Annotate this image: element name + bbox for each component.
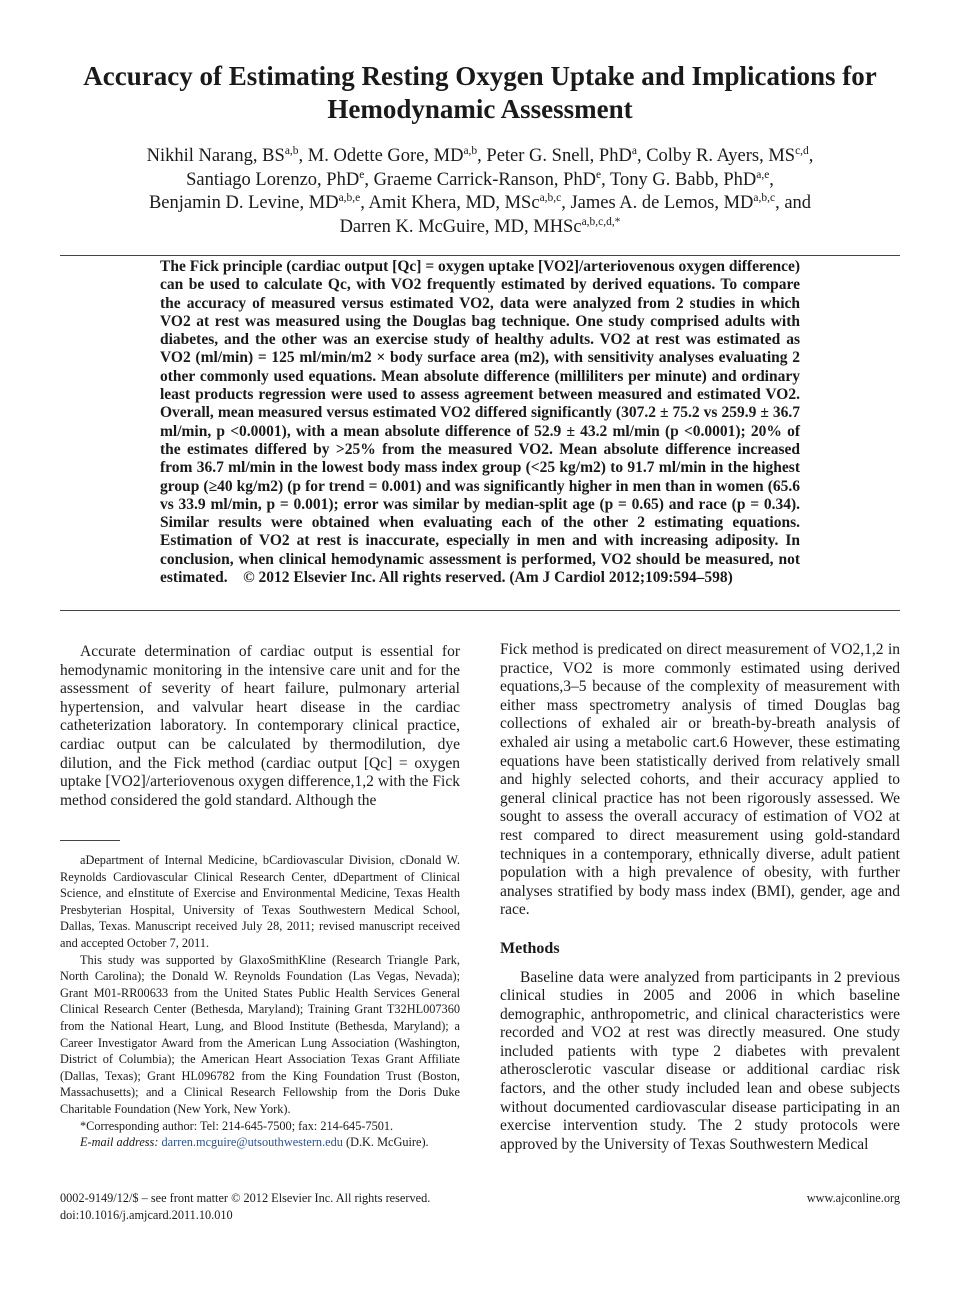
left-column: [60, 643, 460, 810]
abstract-text: The Fick principle (cardiac output [Qc] = oxygen uptake [VO2]/arteriovenous oxygen difference) can be used to calculate Qc, with VO2 frequently estimated by derived equations. To compare the accuracy of measured versus estimated VO2, data were analyzed from 2 studies in which VO2 at rest was measured using the Douglas bag technique. One study comprised adults with diabetes, and the other was an exercise study of healthy adults. VO2 at rest was estimated as VO2 (ml/min) = 125 ml/min/m2 × body surface area (m2), with sensitivity analyses evaluating 2 other commonly used equations. Mean absolute difference (milliliters per minute) and ordinary least products regression were used to assess agreement between measured and estimated VO2. Overall, mean measured versus estimated VO2 differed significantly (307.2 ± 75.2 vs 259.9 ± 36.7 ml/min, p <0.0001), with a mean absolute difference of 52.9 ± 43.2 ml/min (p <0.0001); 20% of the estimates differed by >25% from the measured VO2. Mean absolute difference increased from 36.7 ml/min in the lowest body mass index group (<25 kg/m2) to 91.7 ml/min in the highest group (≥40 kg/m2) (p for trend = 0.001) and was significantly higher in men than in women (65.6 vs 33.9 ml/min, p = 0.001); error was similar by median-split age (p = 0.65) and race (p = 0.34). Similar results were obtained when evaluating each of the other 2 estimating equations. Estimation of VO2 at rest is inaccurate, especially in men and with increasing adiposity. In conclusion, when clinical hemodynamic assessment is performed, VO2 should be measured, not estimated.: [160, 258, 800, 587]
right-column: [500, 641, 900, 1154]
email-suffix: (D.K. McGuire).: [345, 1135, 429, 1150]
intro-continued: [500, 641, 900, 920]
author: Santiago Lorenzo, PhD: [186, 169, 360, 190]
author: Graeme Carrick-Ranson, PhD: [373, 169, 597, 190]
author-affiliation: a,b,c,d,*: [581, 215, 621, 228]
author-affiliation: e: [359, 168, 365, 181]
issn-line: 0002-9149/12/$ – see front matter © 2012 Elsevier Inc. All rights reserved.: [60, 1191, 431, 1205]
intro-left-text: Accurate determination of cardiac output is essential for hemodynamic monitoring in the intensive care unit and for the assessment of severity of heart failure, pulmonary arterial hypertension, and valvular heart disease in the cardiac catheterization laboratory. In contemporary clinical practice, cardiac output can be calculated by thermodilution, dye dilution, and the Fick method (cardiac output [Qc] = oxygen uptake [VO2]/arteriovenous oxygen difference,1,2 with the Fick method considered the gold standard. Although the: [60, 643, 460, 809]
author: Benjamin D. Levine, MD: [148, 193, 339, 213]
methods-paragraph: Baseline data were analyzed from participants in 2 previous clinical studies in 2005 and 2006 in which baseline demographic, anthropometric, and clinical characteristics were recorded and VO2 at rest was directly measured. One study included patients with type 2 diabetes with prevalent atherosclerotic vascular disease or additional cardiac risk factors, and the other study included lean and obese subjects without documented cardiovascular disease participating in an exercise intervention study. The 2 study protocols were approved by the University of Texas Southwestern Medical: [500, 968, 900, 1153]
author: Peter G. Snell, PhD: [486, 146, 632, 166]
author-affiliation: a,b: [284, 144, 299, 157]
author: Colby R. Ayers, MS: [646, 146, 796, 166]
author: Tony G. Babb, PhD: [610, 169, 757, 190]
methods-heading: Methods: [500, 939, 560, 957]
author-affiliation: a,b,c: [753, 191, 776, 204]
journal-footer-left: [60, 1190, 430, 1223]
funding-note: This study was supported by GlaxoSmithKline (Research Triangle Park, North Carolina); the Donald W. Reynolds Foundation (Las Vegas, Nevada); Grant M01-RR00633 from the United States Public Health Services General Clinical Research Center (Bethesda, Maryland); Training Grant T32HL007360 from the National Heart, Lung, and Blood Institute (Bethesda, Maryland); a Career Investigator Award from the American Lung Association (Washington, District of Columbia); the American Heart Association Texas Grant Affiliate (Dallas, Texas); Grant HL096782 from the King Foundation Trust (Boston, Massachusetts); and a Clinical Research Fellowship from the Doris Duke Charitable Foundation (New York, New York).: [60, 952, 460, 1116]
author: Nikhil Narang, BS: [146, 146, 285, 166]
abstract: [160, 258, 800, 587]
author-affiliation: a,b,c: [539, 191, 562, 204]
footnote-rule: [60, 840, 120, 841]
affiliations-note: aDepartment of Internal Medicine, bCardiovascular Division, cDonald W. Reynolds Cardiovascular Clinical Research Center, dDepartment of Clinical Science, and eInstitute of Exercise and Environmental Medicine, Texas Health Presbyterian Hospital, University of Texas Southwestern Medical School, Dallas, Texas. Manuscript received July 28, 2011; revised manuscript received and accepted October 7, 2011.: [60, 853, 460, 950]
abstract-bottom-rule: [60, 610, 900, 611]
author: Amit Khera, MD, MSc: [368, 193, 540, 213]
abstract-top-rule: [60, 255, 900, 256]
author-list: Nikhil Narang, BS$^{a,b}$, M. Odette Gore, MD$^{a,b}$, Peter G. Snell, PhD$^a$, Colby R. Ayers, MS$^{c,d}$, Santiago Lorenzo, PhD$^e$, Graeme Carrick-Ranson, PhD$^e$, Tony G. Babb, PhD$^{a,e}$, Benjamin D. Levine, MD$^{a,b,e}$, Amit Khera, MD, MSc$^{a,b,c}$, James A. de Lemos, MD$^{a,b,c}$, and Darren K. McGuire, MD, MHSc$^{a,b,c,d,*}$: [146, 144, 814, 237]
abstract-citation: © 2012 Elsevier Inc. All rights reserved. (Am J Cardiol 2012;109:594–598): [243, 569, 733, 587]
author: Darren K. McGuire, MD, MHSc: [339, 216, 582, 237]
doi-line[interactable]: doi:10.1016/j.amjcard.2011.10.010: [60, 1207, 233, 1222]
author: James A. de Lemos, MD: [570, 193, 754, 213]
email-note: [60, 1134, 460, 1151]
author: M. Odette Gore, MD: [307, 146, 464, 166]
author-affiliation: c,d: [795, 144, 809, 157]
journal-website[interactable]: www.ajconline.org: [806, 1191, 900, 1205]
intro-right-text: Fick method is predicated on direct measurement of VO2,1,2 in practice, VO2 is more commonly estimated using derived equations,3–5 because of the complexity of measurement with either mass spectrometry analysis of timed Douglas bag collections of exhaled air or breath-by-breath analysis of exhaled air using a metabolic cart.6 However, these estimating equations have been statistically derived from relatively small and highly selected cohorts, and their accuracy applied to general clinical practice has not been rigorously assessed. We sought to assess the overall accuracy of estimation of VO2 at rest compared to direct measurement using gold-standard techniques in a contemporary, ethnically diverse, adult patient population with a high prevalence of obesity, with further analyses stratified by body mass index (BMI), gender, age and race.: [500, 641, 900, 919]
email-link[interactable]: darren.mcguire@utsouthwestern.edu: [161, 1135, 343, 1150]
author-affiliation: a,b,e: [338, 191, 361, 204]
footnotes: [60, 852, 460, 1151]
article-title: Accuracy of Estimating Resting Oxygen Uptake and Implications for Hemodynamic Assessment: [83, 61, 877, 124]
author-affiliation: a: [631, 144, 637, 157]
intro-paragraph: [60, 643, 460, 810]
author-affiliation: a,b: [463, 144, 478, 157]
corresponding-author-note: *Corresponding author: Tel: 214-645-7500; fax: 214-645-7501.: [80, 1118, 394, 1133]
email-label: E-mail address:: [80, 1135, 159, 1150]
author-affiliation: e: [596, 168, 602, 181]
author-affiliation: a,e: [756, 168, 770, 181]
